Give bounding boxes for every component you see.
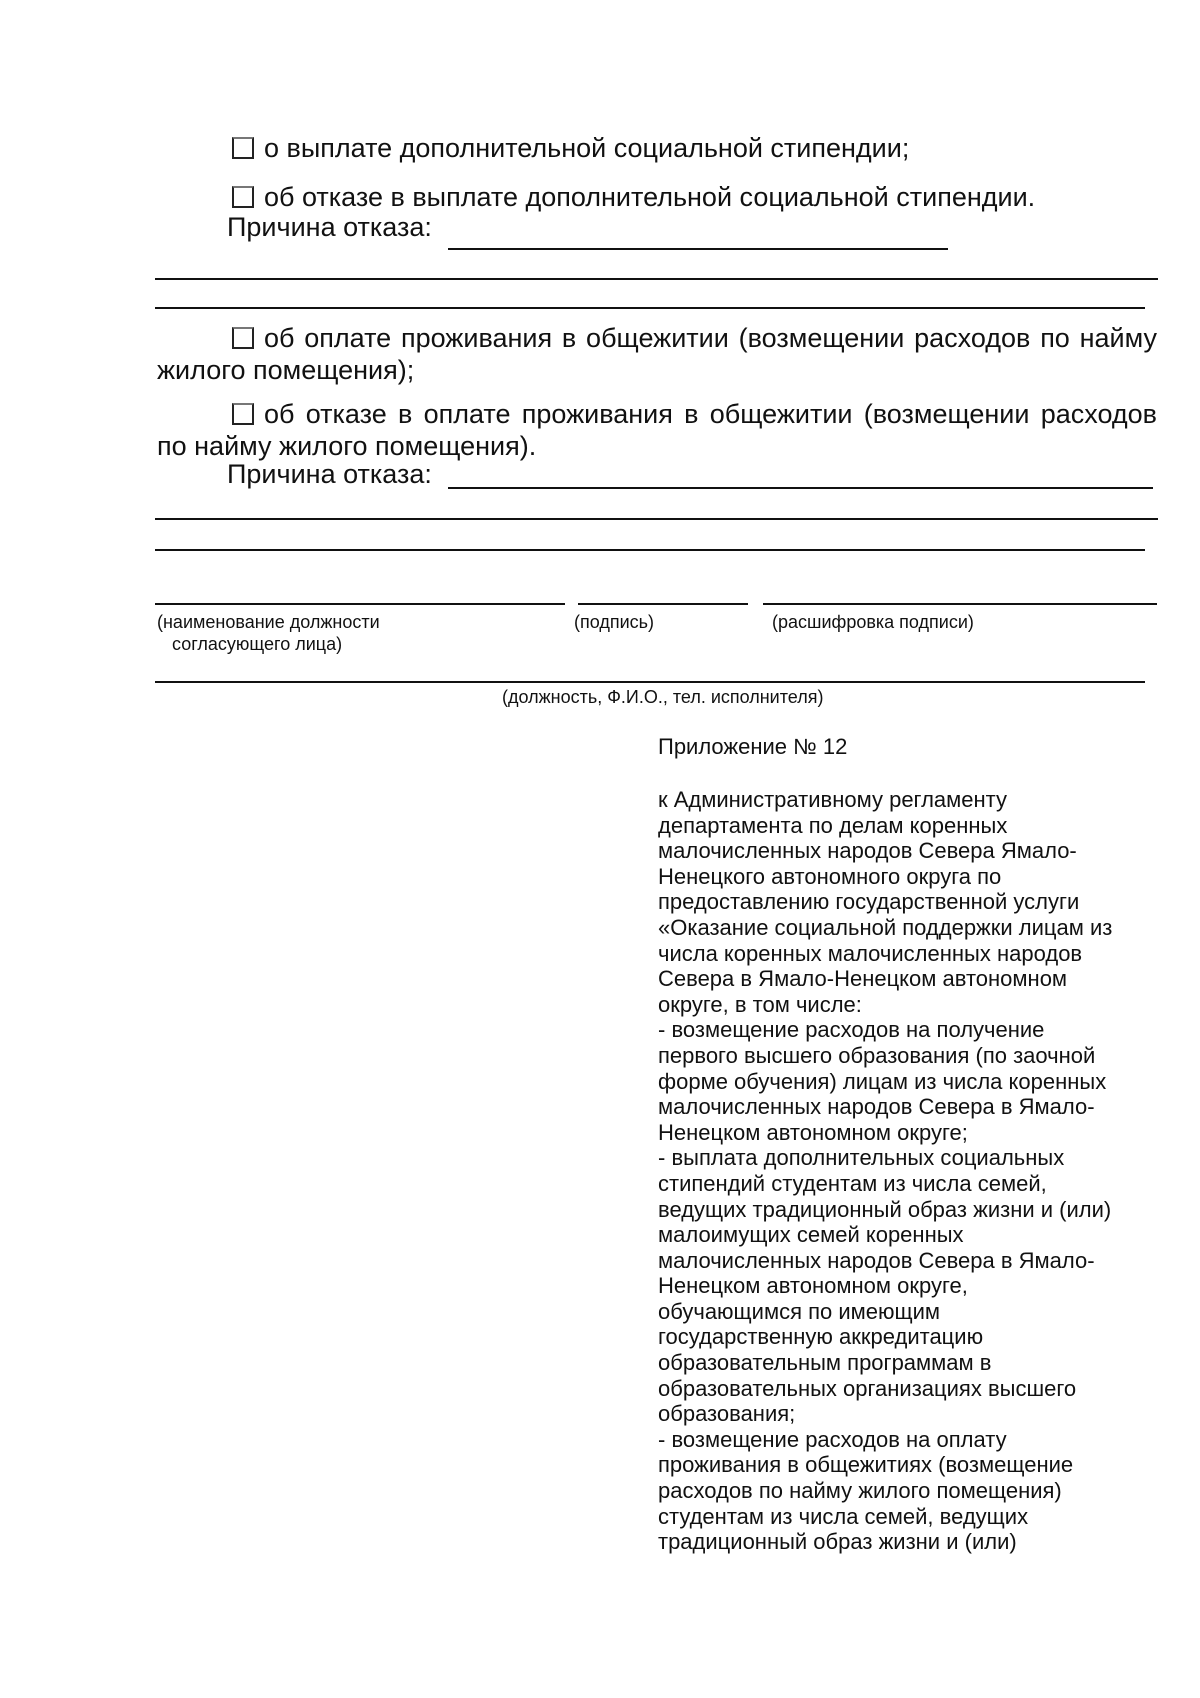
- executor-caption: (должность, Ф.И.О., тел. исполнителя): [502, 687, 824, 707]
- position-caption: (наименование должности согласующего лица): [157, 612, 380, 654]
- option-pay-dormitory: [157, 322, 1157, 386]
- option-refuse-stipend-label: об отказе в выплате дополнительной социальной стипендии.: [264, 182, 1036, 212]
- checkbox-pay-stipend[interactable]: [232, 137, 254, 159]
- decoding-caption: (расшифровка подписи): [772, 612, 974, 632]
- option-refuse-dormitory-label: об отказе в оплате проживания в общежитии (возмещении расходов по найму жилого помещения).: [157, 399, 1157, 461]
- reason-label-2: Причина отказа:: [227, 459, 432, 489]
- option-pay-stipend: [232, 132, 909, 164]
- position-line[interactable]: [155, 603, 565, 605]
- checkbox-pay-dormitory[interactable]: [232, 327, 254, 349]
- decoding-line[interactable]: [763, 603, 1157, 605]
- reason-line-2c[interactable]: [155, 549, 1145, 551]
- reason-line-2b[interactable]: [155, 518, 1158, 520]
- reason-line-1c[interactable]: [155, 307, 1145, 309]
- option-pay-dormitory-label: об оплате проживания в общежитии (возмещении расходов по найму жилого помещения);: [157, 323, 1157, 385]
- option-refuse-dormitory: [157, 398, 1157, 462]
- reason-label-1: Причина отказа:: [227, 212, 432, 242]
- reason-line-1a[interactable]: [448, 248, 948, 250]
- checkbox-refuse-stipend[interactable]: [232, 186, 254, 208]
- signature-line[interactable]: [578, 603, 748, 605]
- executor-line[interactable]: [155, 681, 1145, 683]
- appendix-title: Приложение № 12: [658, 734, 848, 759]
- appendix-body: к Административному регламенту департамента по делам коренных малочисленных народов Севера Ямало- Ненецкого автономного округа по предоставлению государственной услуги «Оказание социальной поддержки лицам из числа коренных малочисленных народов Севера в Ямало-Ненецком автономном округе, в том числе: - возмещение расходов на получение первого высшего образования (по заочной форме обучения) лицам из числа коренных малочисленных народов Севера в Ямало- Ненецком автономном округе; - выплата дополнительных социальных стипендий студентам из числа семей, ведущих традиционный образ жизни и (или) малоимущих семей коренных малочисленных народов Севера в Ямало- Ненецком автономном округе, обучающимся по имеющим государственную аккредитацию образовательным программам в образовательных организациях высшего образования; - возмещение расходов на оплату проживания в общежитиях (возмещение расходов по найму жилого помещения) студентам из числа семей, ведущих традиционный образ жизни и (или): [658, 787, 1113, 1555]
- option-refuse-stipend: [232, 181, 1035, 213]
- reason-line-1b[interactable]: [155, 278, 1158, 280]
- option-pay-stipend-label: о выплате дополнительной социальной стипендии;: [264, 133, 910, 163]
- checkbox-refuse-dormitory[interactable]: [232, 403, 254, 425]
- signature-caption: (подпись): [574, 612, 655, 632]
- reason-line-2a[interactable]: [448, 487, 1153, 489]
